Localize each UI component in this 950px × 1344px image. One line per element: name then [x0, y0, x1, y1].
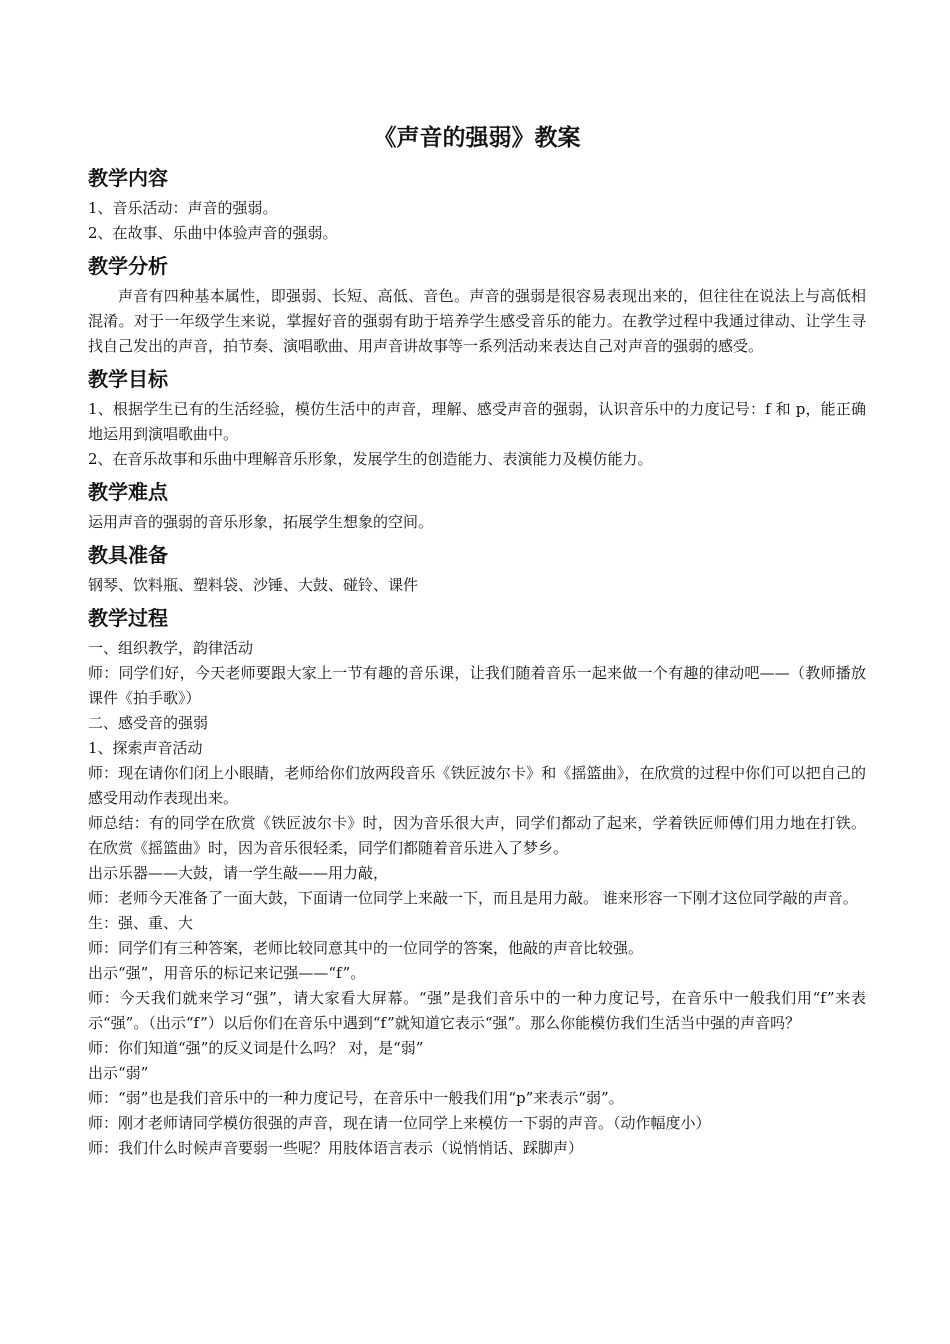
section-process — [88, 602, 866, 1161]
section-heading: 教学过程 — [88, 606, 168, 630]
paragraph: 师：我们什么时候声音要弱一些呢？用肢体语言表示（说悄悄话、踩脚声） — [88, 1139, 584, 1157]
paragraph: 出示乐器——大鼓，请一学生敲——用力敲， — [88, 864, 389, 882]
paragraph: 出示“弱” — [88, 1064, 149, 1082]
document-page — [88, 118, 866, 1161]
paragraph: 生：强、重、大 — [88, 914, 194, 932]
paragraph: 师：老师今天准备了一面大鼓，下面请一位同学上来敲一下，而且是用力敲。 谁来形容一下刚才这位同学敲的声音。 — [88, 889, 858, 907]
paragraph: 1、根据学生已有的生活经验，模仿生活中的声音，理解、感受声音的强弱，认识音乐中的力度记号：f 和 p，能正确地运用到演唱歌曲中。 — [88, 400, 866, 443]
section-analysis — [88, 250, 866, 359]
section-materials — [88, 539, 866, 598]
section-heading: 教具准备 — [88, 543, 168, 567]
paragraph: 师：刚才老师请同学模仿很强的声音，现在请一位同学上来模仿一下弱的声音。（动作幅度小） — [88, 1114, 711, 1132]
section-goals — [88, 363, 866, 472]
paragraph: 师：同学们有三种答案，老师比较同意其中的一位同学的答案，他敲的声音比较强。 — [88, 939, 644, 957]
paragraph: 师：你们知道“强”的反义词是什么吗？ 对，是“弱” — [88, 1039, 424, 1057]
paragraph: 师：“弱”也是我们音乐中的一种力度记号，在音乐中一般我们用“p”来表示“弱”。 — [88, 1089, 624, 1107]
paragraph: 师：同学们好，今天老师要跟大家上一节有趣的音乐课，让我们随着音乐一起来做一个有趣的律动吧——（教师播放课件《拍手歌》） — [88, 664, 866, 707]
paragraph: 师：现在请你们闭上小眼睛，老师给你们放两段音乐《铁匠波尔卡》和《摇篮曲》，在欣赏的过程中你们可以把自己的感受用动作表现出来。 — [88, 764, 866, 807]
section-heading: 教学目标 — [88, 367, 168, 391]
paragraph: 钢琴、饮料瓶、塑料袋、沙锤、大鼓、碰铃、课件 — [88, 576, 419, 594]
paragraph: 师总结：有的同学在欣赏《铁匠波尔卡》时，因为音乐很大声，同学们都动了起来，学着铁匠师傅们用力地在打铁。在欣赏《摇篮曲》时，因为音乐很轻柔，同学们都随着音乐进入了梦乡。 — [88, 814, 866, 857]
section-heading: 教学难点 — [88, 480, 168, 504]
paragraph: 二、感受音的强弱 — [88, 714, 209, 732]
section-heading: 教学分析 — [88, 254, 168, 278]
paragraph: 一、组织教学，韵律活动 — [88, 639, 254, 657]
section-difficulty — [88, 476, 866, 535]
paragraph: 师：今天我们就来学习“强”，请大家看大屏幕。“强”是我们音乐中的一种力度记号，在音乐中一般我们用“f”来表示“强”。（出示“f”）以后你们在音乐中遇到“f”就知道它表示“强”。那么你能模仿我们生活当中强的声音吗？ — [88, 989, 866, 1032]
paragraph: 声音有四种基本属性，即强弱、长短、高低、音色。声音的强弱是很容易表现出来的，但往往在说法上与高低相混淆。对于一年级学生来说，掌握好音的强弱有助于培养学生感受音乐的能力。在教学过程中我通过律动、让学生寻找自己发出的声音，拍节奏、演唱歌曲、用声音讲故事等一系列活动来表达自己对声音的强弱的感受。 — [88, 287, 866, 355]
paragraph: 运用声音的强弱的音乐形象，拓展学生想象的空间。 — [88, 513, 434, 531]
paragraph: 1、音乐活动：声音的强弱。 — [88, 199, 278, 217]
section-content — [88, 162, 866, 246]
paragraph: 出示“强”，用音乐的标记来记强——“f”。 — [88, 964, 366, 982]
paragraph: 2、在音乐故事和乐曲中理解音乐形象，发展学生的创造能力、表演能力及模仿能力。 — [88, 450, 653, 468]
paragraph: 1、探索声音活动 — [88, 739, 203, 757]
paragraph: 2、在故事、乐曲中体验声音的强弱。 — [88, 224, 338, 242]
document-title: 《声音的强弱》教案 — [373, 125, 581, 151]
section-heading: 教学内容 — [88, 166, 168, 190]
